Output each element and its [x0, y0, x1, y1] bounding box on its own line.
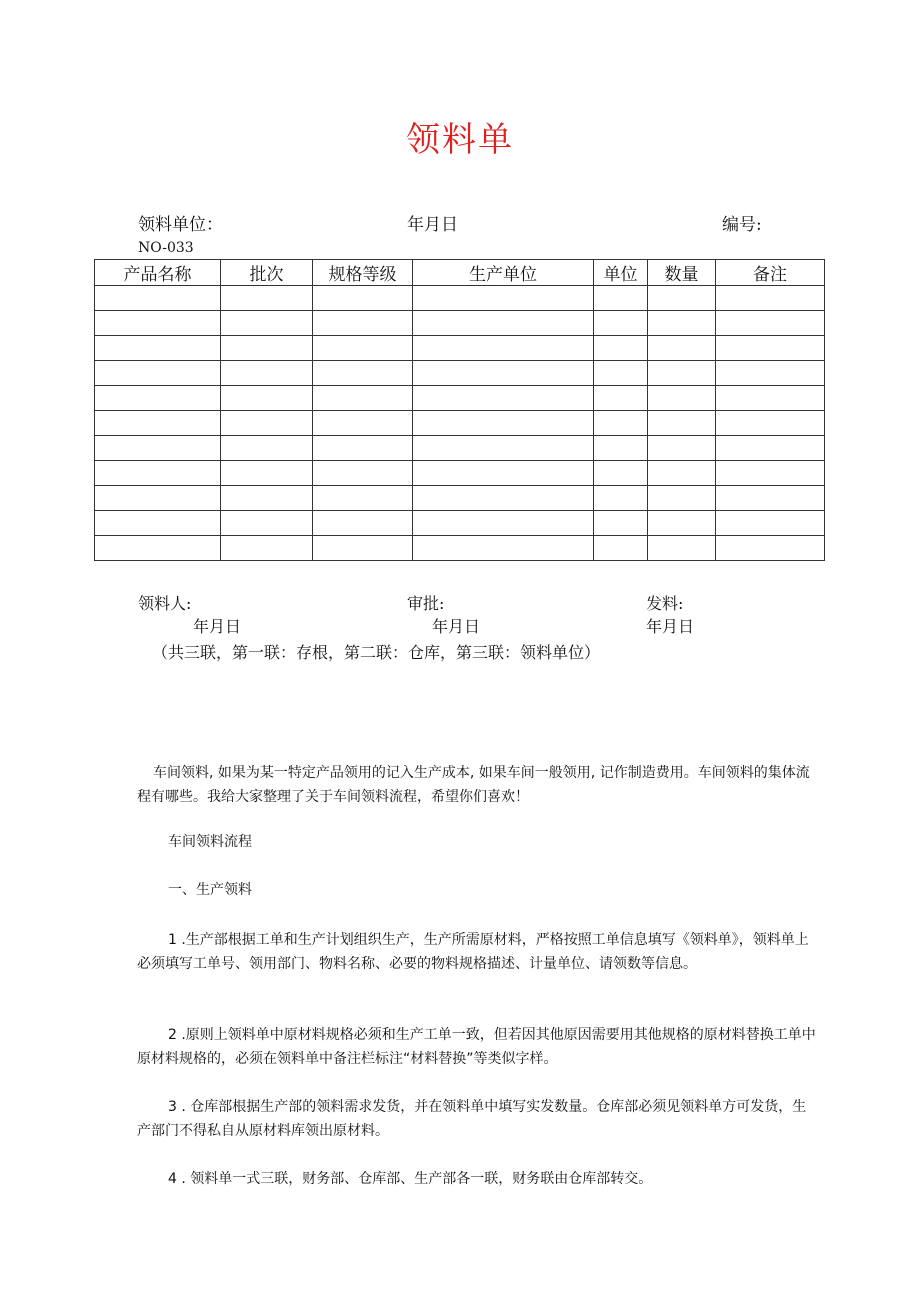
table-row [95, 486, 825, 511]
table-row [95, 286, 825, 311]
step-2: 2 .原则上领料单中原材料规格必须和生产工单一致，但若因其他原因需要用其他规格的原材料替换工单中原材料规格的，必须在领料单中备注栏标注“材料替换”等类似字样。 [137, 1027, 816, 1067]
step-1: 1 .生产部根据工单和生产计划组织生产，生产所需原材料，严格按照工单信息填写《领料单》，领料单上必须填写工单号、领用部门、物料名称、必要的物料规格描述、计量单位、请领数等信息。 [137, 932, 809, 972]
table-cell[interactable] [221, 336, 313, 361]
table-cell[interactable] [95, 386, 221, 411]
column-header-product-name: 产品名称 [95, 260, 221, 286]
table-cell[interactable] [648, 461, 716, 486]
table-cell[interactable] [95, 511, 221, 536]
table-cell[interactable] [313, 286, 413, 311]
table-cell[interactable] [594, 486, 648, 511]
table-cell[interactable] [716, 436, 825, 461]
table-cell[interactable] [95, 461, 221, 486]
table-cell[interactable] [594, 536, 648, 561]
table-row [95, 386, 825, 411]
table-cell[interactable] [594, 411, 648, 436]
table-cell[interactable] [716, 486, 825, 511]
table-row [95, 436, 825, 461]
table-cell[interactable] [413, 511, 594, 536]
table-cell[interactable] [221, 461, 313, 486]
table-cell[interactable] [648, 286, 716, 311]
column-header-remarks: 备注 [716, 260, 825, 286]
table-cell[interactable] [221, 361, 313, 386]
table-row [95, 361, 825, 386]
table-cell[interactable] [221, 511, 313, 536]
column-header-quantity: 数量 [648, 260, 716, 286]
table-cell[interactable] [95, 286, 221, 311]
table-cell[interactable] [716, 311, 825, 336]
table-cell[interactable] [313, 311, 413, 336]
table-cell[interactable] [594, 361, 648, 386]
table-cell[interactable] [95, 536, 221, 561]
table-cell[interactable] [95, 486, 221, 511]
header-date-label: 年月日 [407, 215, 458, 235]
table-cell[interactable] [716, 336, 825, 361]
table-row [95, 411, 825, 436]
table-cell[interactable] [313, 361, 413, 386]
article-heading: 车间领料流程 [168, 834, 252, 850]
issuer-date: 年月日 [646, 617, 695, 636]
table-cell[interactable] [221, 311, 313, 336]
table-row [95, 461, 825, 486]
table-cell[interactable] [413, 486, 594, 511]
table-cell[interactable] [648, 361, 716, 386]
table-cell[interactable] [413, 286, 594, 311]
table-cell[interactable] [413, 311, 594, 336]
receiver-date: 年月日 [193, 617, 242, 636]
table-cell[interactable] [648, 411, 716, 436]
approver-date: 年月日 [432, 617, 481, 636]
table-cell[interactable] [95, 411, 221, 436]
table-cell[interactable] [648, 511, 716, 536]
table-cell[interactable] [648, 386, 716, 411]
table-cell[interactable] [648, 336, 716, 361]
table-cell[interactable] [95, 361, 221, 386]
table-cell[interactable] [716, 511, 825, 536]
table-header-row [95, 260, 825, 286]
table-cell[interactable] [313, 486, 413, 511]
column-header-batch: 批次 [221, 260, 313, 286]
form-title: 领料单 [406, 120, 514, 160]
issuing-unit-label: 领料单位： [138, 215, 223, 235]
table-cell[interactable] [716, 536, 825, 561]
table-cell[interactable] [716, 386, 825, 411]
receiver-label: 领料人: [138, 594, 192, 613]
issuer-label: 发料: [646, 594, 684, 613]
table-row [95, 511, 825, 536]
document-number: NO-033 [138, 240, 194, 256]
table-row [95, 311, 825, 336]
table-cell[interactable] [413, 411, 594, 436]
table-cell[interactable] [313, 536, 413, 561]
table-cell[interactable] [413, 536, 594, 561]
table-cell[interactable] [413, 461, 594, 486]
table-cell[interactable] [716, 461, 825, 486]
table-cell[interactable] [594, 511, 648, 536]
column-header-spec-grade: 规格等级 [313, 260, 413, 286]
table-cell[interactable] [413, 336, 594, 361]
table-cell[interactable] [95, 336, 221, 361]
table-cell[interactable] [221, 286, 313, 311]
table-cell[interactable] [95, 311, 221, 336]
step-4: 4 . 领料单一式三联，财务部、仓库部、生产部各一联，财务联由仓库部转交。 [168, 1171, 653, 1187]
table-cell[interactable] [594, 461, 648, 486]
step-3: 3 . 仓库部根据生产部的领料需求发货，并在领料单中填写实发数量。仓库部必须见领料单方可发货，生产部门不得私自从原材料库领出原材料。 [137, 1099, 807, 1139]
form-number-label: 编号: [722, 215, 762, 235]
table-cell[interactable] [648, 486, 716, 511]
table-cell[interactable] [594, 336, 648, 361]
table-cell[interactable] [648, 436, 716, 461]
table-row [95, 536, 825, 561]
table-cell[interactable] [594, 311, 648, 336]
table-cell[interactable] [716, 361, 825, 386]
table-cell[interactable] [95, 436, 221, 461]
table-cell[interactable] [716, 286, 825, 311]
table-cell[interactable] [313, 336, 413, 361]
table-cell[interactable] [413, 386, 594, 411]
table-cell[interactable] [716, 411, 825, 436]
requisition-table [94, 259, 825, 561]
table-body [95, 286, 825, 561]
column-header-unit: 单位 [594, 260, 648, 286]
table-cell[interactable] [221, 486, 313, 511]
table-cell[interactable] [413, 361, 594, 386]
table-cell[interactable] [413, 436, 594, 461]
approver-label: 审批: [407, 594, 445, 613]
table-cell[interactable] [313, 461, 413, 486]
table-cell[interactable] [313, 411, 413, 436]
table-cell[interactable] [221, 436, 313, 461]
table-cell[interactable] [594, 436, 648, 461]
table-cell[interactable] [221, 536, 313, 561]
table-cell[interactable] [313, 436, 413, 461]
table-cell[interactable] [594, 386, 648, 411]
section-title: 一、生产领料 [168, 882, 252, 898]
column-header-production-unit: 生产单位 [413, 260, 594, 286]
table-cell[interactable] [648, 536, 716, 561]
table-row [95, 336, 825, 361]
table-cell[interactable] [648, 311, 716, 336]
article-intro: 车间领料, 如果为某一特定产品领用的记入生产成本, 如果车间一般领用, 记作制造费用。车间领料的集体流程有哪些。我给大家整理了关于车间领料流程，希望你们喜欢！ [137, 765, 810, 805]
copies-note: （共三联，第一联：存根，第二联：仓库，第三联：领料单位） [152, 643, 601, 662]
table-cell[interactable] [221, 386, 313, 411]
table-cell[interactable] [221, 411, 313, 436]
table-cell[interactable] [313, 511, 413, 536]
table-cell[interactable] [594, 286, 648, 311]
table-cell[interactable] [313, 386, 413, 411]
